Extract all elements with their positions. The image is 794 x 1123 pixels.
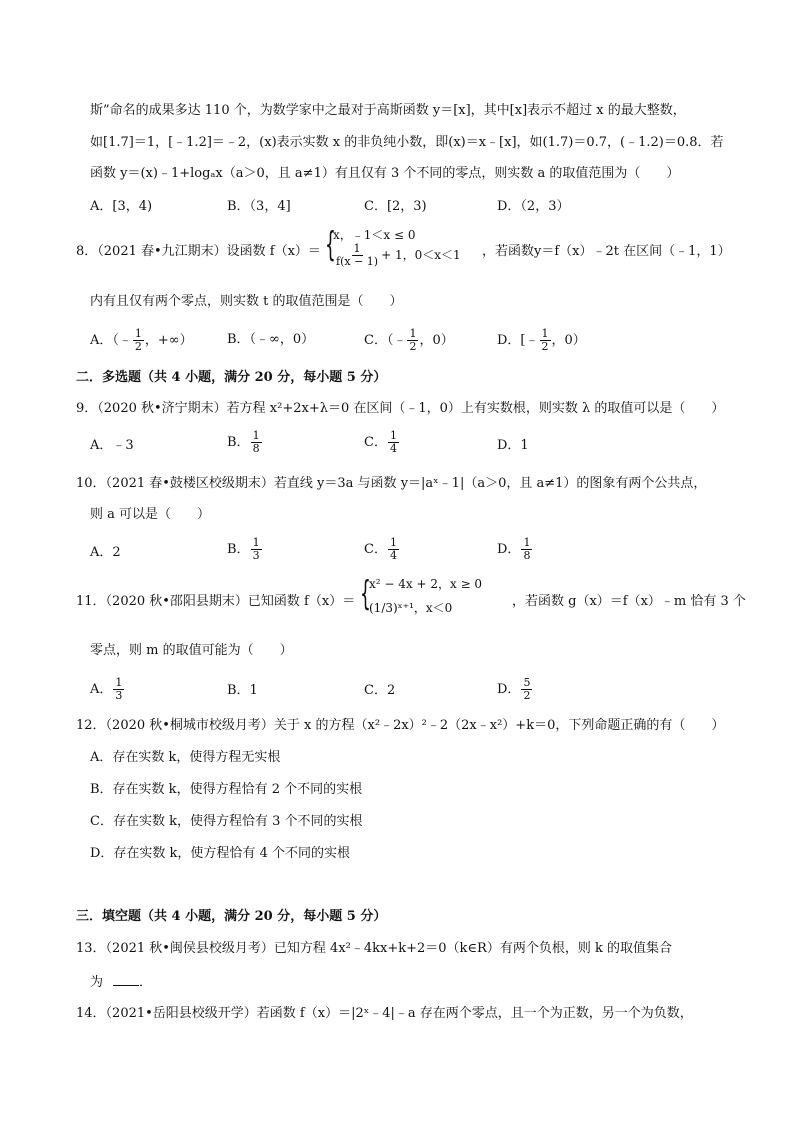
q11-option-d: D． $\frac{5}{2}$ [497,676,531,702]
q11-line-2: 零点，则 m 的取值可能为（ ） [90,643,293,658]
q7-line-1: 斯”命名的成果多达 110 个，为数学家中之最对于高斯函数 y＝[x]，其中[x]表示不超过 x 的最大整数， [90,103,686,118]
section-2-heading: 二．多选题（共 4 小题，满分 20 分，每小题 5 分） [76,370,387,385]
q9-text: 9．（2020 秋•济宁期末）若方程 x²+2x+λ＝0 在区间（﹣1，0）上有实数根，则实数 λ 的取值可以是（ ） [76,401,725,416]
q8-line-2: 内有且仅有两个零点，则实数 t 的取值范围是（ ） [90,294,403,309]
q8-case-2-fraction: $\frac{1}{f(x - 1)}$ [336,242,379,268]
q7-option-d: D．（2，3） [497,199,570,214]
q9-option-c: C． $\frac{1}{4}$ [364,429,397,455]
q8-case-2-rest: + 1，0＜x＜1 [381,248,461,262]
q8-brace: { [325,225,336,265]
q11-option-a: A． $\frac{1}{3}$ [90,676,123,702]
q7-line-2: 如[1.7]＝1，[﹣1.2]＝﹣2，(x)表示实数 x 的非负纯小数，即(x)＝x﹣[x]，如(1.7)＝0.7，(﹣1.2)＝0.8．若 [90,135,724,150]
q11-option-c: C．2 [364,683,396,698]
q9-option-a: A．﹣3 [90,438,134,453]
q13-answer-blank[interactable] [113,973,139,986]
q12-option-d: D．存在实数 k，使方程恰有 4 个不同的实根 [90,846,350,861]
q10-option-c: C． $\frac{1}{4}$ [364,536,397,562]
q11-option-b: B．1 [227,683,258,698]
q7-option-c: C．[2，3) [364,199,427,214]
q8-option-b: B．（﹣∞，0） [227,332,315,347]
q9-option-d: D．1 [497,438,529,453]
q8-case-1: x，﹣1＜x ≤ 0 [333,228,416,242]
q7-option-b: B．（3，4] [227,199,291,214]
q10-option-d: D． $\frac{1}{8}$ [497,536,531,562]
q10-line-1: 10．（2021 春•鼓楼区校级期末）若直线 y＝3a 与函数 y＝|aˣ﹣1|（a＞0，且 a≠1）的图象有两个公共点， [76,476,707,491]
section-3-heading: 三．填空题（共 4 小题，满分 20 分，每小题 5 分） [76,909,387,924]
q14-line-1: 14．（2021•岳阳县校级开学）若函数 f（x）＝|2ˣ﹣4|﹣a 存在两个零点，且一个为正数，另一个为负数， [76,1006,693,1021]
q8-option-c: C．（﹣ $\frac{1}{2}$ ，0） [364,327,454,353]
q10-option-b: B． $\frac{1}{3}$ [227,536,260,562]
q8-suffix: ，若函数y＝f（x）﹣2t 在区间（﹣1，1） [482,244,731,259]
q12-option-b: B．存在实数 k，使得方程恰有 2 个不同的实根 [90,782,363,797]
q8-case-2 [333,243,461,268]
q8-option-d: D．[﹣ $\frac{1}{2}$ ，0） [497,327,586,353]
q11-prefix: 11．（2020 秋•邵阳县期末）已知函数 f（x）＝ [76,594,356,609]
q10-option-a: A．2 [90,545,121,560]
q11-suffix: ，若函数 g（x）＝f（x）﹣m 恰有 3 个 [512,594,746,609]
q13-line-1: 13．（2021 秋•闽侯县校级月考）已知方程 4x²﹣4kx+k+2＝0（k∈R）有两个负根，则 k 的取值集合 [76,941,672,956]
q11-brace: { [360,574,371,614]
q9-option-b: B． $\frac{1}{8}$ [227,429,260,455]
q8-prefix: 8．（2021 春•九江期末）设函数 f（x）＝ [76,244,321,259]
q12-text: 12．（2020 秋•桐城市校级月考）关于 x 的方程（x²﹣2x）²﹣2（2x﹣x²）+k＝0，下列命题正确的有（ ） [76,718,725,733]
q7-line-3: 函数 y＝(x)﹣1+logₐx（a＞0，且 a≠1）有且仅有 3 个不同的零点，则实数 a 的取值范围为（ ） [90,166,680,181]
q11-case-2: (1/3)ˣ⁺¹，x＜0 [369,601,453,615]
q12-option-a: A．存在实数 k，使得方程无实根 [90,750,281,765]
q7-option-a: A．[3，4) [90,199,153,214]
q10-line-2: 则 a 可以是（ ） [90,507,211,522]
q12-option-c: C．存在实数 k，使得方程恰有 3 个不同的实根 [90,814,363,829]
q13-line-2: 为 ． [90,975,153,990]
q8-option-a: A．（﹣ $\frac{1}{2}$ ，+∞） [90,327,193,353]
q11-case-1: x² − 4x + 2，x ≥ 0 [369,577,483,591]
